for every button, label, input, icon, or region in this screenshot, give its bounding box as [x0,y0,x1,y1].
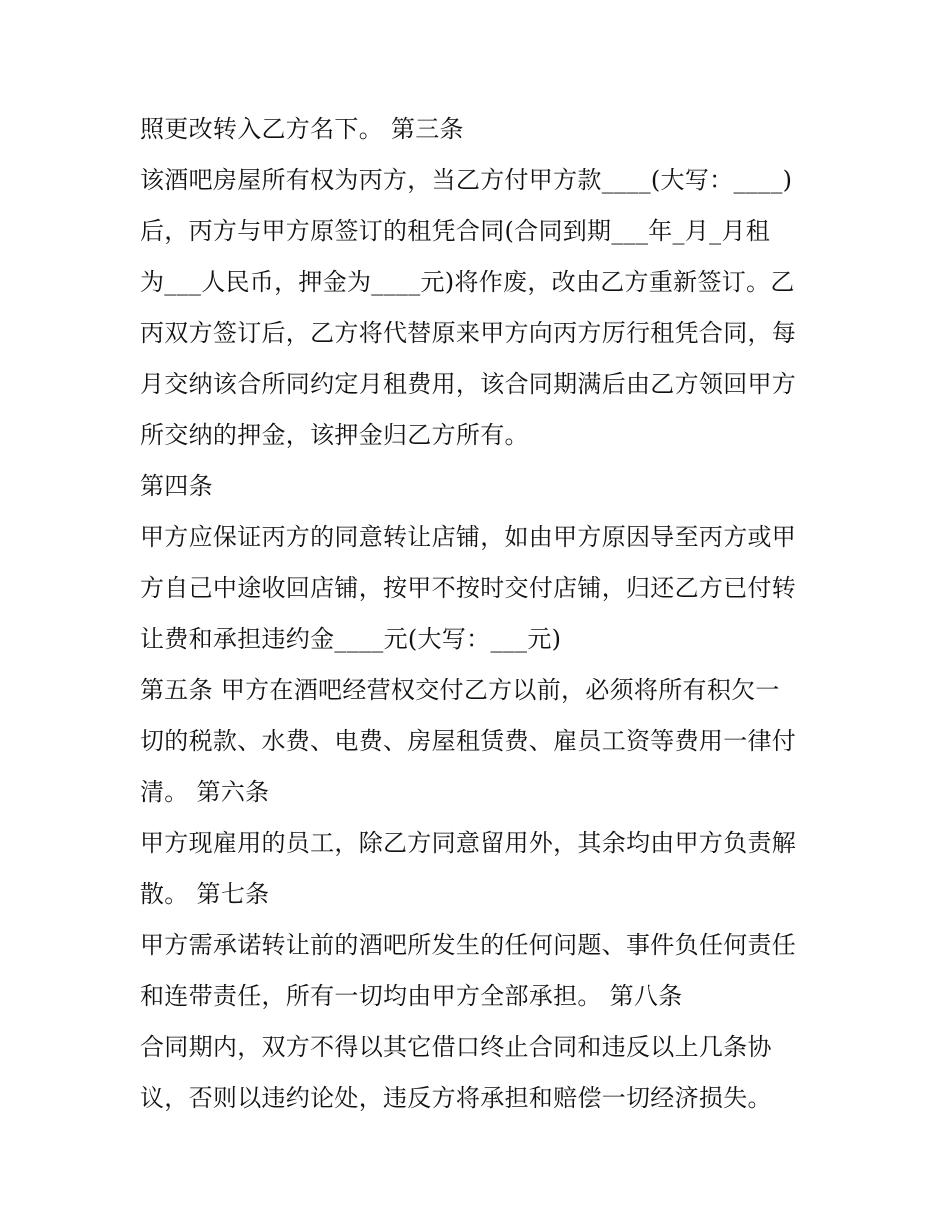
text-line: 甲方需承诺转让前的酒吧所发生的任何问题、事件负任何责任 [140,931,797,959]
document-body [140,104,830,1124]
text-line: 后，丙方与甲方原签订的租凭合同(合同到期___年_月_月租 [140,217,771,245]
text-line: 第五条 甲方在酒吧经营权交付乙方以前，必须将所有积欠一 [140,676,780,704]
text-line: 让费和承担违约金____元(大写：___元) [140,625,562,653]
text-line: 和连带责任，所有一切均由甲方全部承担。 第八条 [140,982,683,1010]
text-line: 甲方现雇用的员工，除乙方同意留用外，其余均由甲方负责解 [140,829,797,857]
text-line: 第四条 [140,472,213,500]
text-line: 照更改转入乙方名下。 第三条 [140,115,464,143]
text-line: 甲方应保证丙方的同意转让店铺，如由甲方原因导至丙方或甲 [140,523,797,551]
text-line: 所交纳的押金，该押金归乙方所有。 [140,421,529,449]
text-line: 月交纳该合所同约定月租费用，该合同期满后由乙方领回甲方 [140,370,797,398]
text-line: 丙双方签订后，乙方将代替原来甲方向丙方厉行租凭合同，每 [140,319,797,347]
text-line: 切的税款、水费、电费、房屋租赁费、雇员工资等费用一律付 [140,727,797,755]
text-line: 方自己中途收回店铺，按甲不按时交付店铺，归还乙方已付转 [140,574,797,602]
text-line: 散。 第七条 [140,880,270,908]
text-line: 合同期内，双方不得以其它借口终止合同和违反以上几条协 [140,1033,772,1061]
text-line: 该酒吧房屋所有权为丙方，当乙方付甲方款____(大写：____) [140,166,793,194]
text-line: 议，否则以违约论处，违反方将承担和赔偿一切经济损失。 [140,1084,772,1112]
text-line: 为___人民币，押金为____元)将作废，改由乙方重新签订。乙 [140,268,795,296]
text-line: 清。 第六条 [140,778,270,806]
